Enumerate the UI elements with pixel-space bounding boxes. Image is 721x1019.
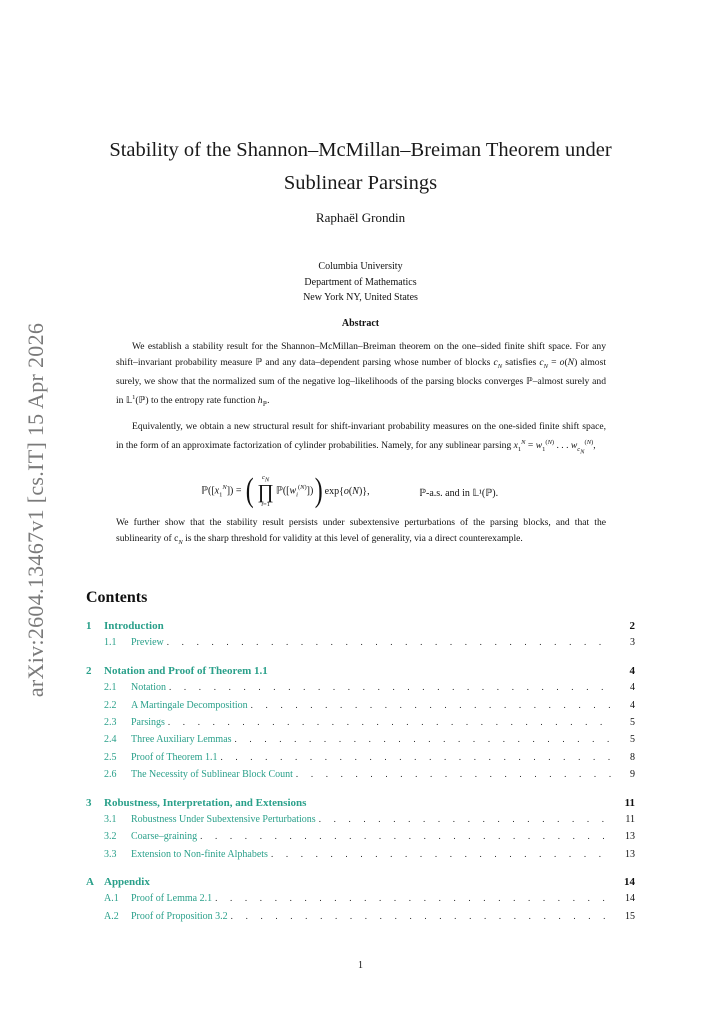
toc-label: Proof of Theorem 1.1 — [131, 752, 220, 763]
table-of-contents — [86, 620, 635, 938]
toc-page: 2 — [629, 620, 635, 632]
toc-entry-notation[interactable] — [86, 682, 635, 699]
affiliation — [0, 259, 721, 306]
toc-leader — [296, 769, 613, 779]
toc-page: 9 — [630, 769, 635, 781]
toc-leader — [200, 831, 613, 841]
toc-entry-subextensive-perturbations[interactable] — [86, 814, 635, 831]
abstract-p2-text: Equivalently, we obtain a new structural result for shift-invariant probability measures on the one-sided finite shift space, in the form of an approximate factorization of cylinder probabilities. Namely, for any sublinear parsing — [116, 421, 606, 451]
toc-entry-proof-lemma[interactable] — [86, 893, 635, 910]
toc-entry-appendix[interactable] — [86, 876, 635, 893]
toc-entry-auxiliary-lemmas[interactable] — [86, 734, 635, 751]
toc-leader — [220, 752, 613, 762]
toc-label: Appendix — [104, 876, 153, 888]
toc-num: 1.1 — [104, 637, 117, 649]
title-line-1: Stability of the Shannon–McMillan–Breiman Theorem under — [109, 139, 612, 161]
abstract-p1-text-a: We establish a stability result for the Shannon–McMillan–Breiman theorem on the one–sided finite shift space. For any shift–invariant probability measure ℙ and any data–dependent parsing whose number of blocks — [116, 341, 606, 368]
toc-leader — [169, 682, 613, 692]
toc-num: 1 — [86, 620, 92, 632]
toc-label: The Necessity of Sublinear Block Count — [131, 769, 296, 780]
toc-section-1 — [86, 620, 635, 655]
toc-leader — [215, 893, 613, 903]
toc-num: A.2 — [104, 910, 119, 922]
arxiv-identifier[interactable]: arXiv:2604.13467v1 [cs.IT] 15 Apr 2026 — [23, 322, 48, 698]
toc-page: 5 — [630, 734, 635, 746]
toc-entry-martingale-decomposition[interactable] — [86, 700, 635, 717]
toc-page: 4 — [629, 664, 635, 677]
paper-title — [0, 134, 721, 200]
author-name: Raphaël Grondin — [315, 210, 406, 225]
toc-page: 8 — [630, 751, 635, 763]
toc-num: 2.3 — [104, 716, 117, 728]
toc-label: Introduction — [104, 620, 167, 632]
title-line-2: Sublinear Parsings — [283, 172, 438, 194]
abstract-heading: Abstract — [341, 318, 380, 329]
toc-label: Coarse–graining — [131, 831, 200, 842]
abstract-p3-text-a: We further show that the stability result persists under subextensive perturbations of the parsing blocks, and that the sublinearity of c — [116, 517, 606, 544]
toc-page: 14 — [624, 876, 635, 889]
toc-entry-notation-and-proof[interactable] — [86, 665, 635, 682]
toc-page: 4 — [630, 699, 635, 711]
toc-label: A Martingale Decomposition — [131, 700, 251, 711]
toc-leader — [235, 734, 613, 744]
toc-page: 13 — [625, 848, 635, 860]
affiliation-location: New York NY, United States — [303, 292, 418, 303]
toc-section-appendix — [86, 876, 635, 928]
affiliation-university: Columbia University — [318, 261, 403, 272]
toc-num: 2.1 — [104, 682, 117, 694]
toc-num: 2.4 — [104, 734, 117, 746]
toc-label: Three Auxiliary Lemmas — [131, 734, 235, 745]
toc-page: 15 — [625, 910, 635, 922]
abstract-p1-text-b: satisfies — [502, 356, 540, 368]
affiliation-department: Department of Mathematics — [304, 276, 417, 288]
toc-section-2 — [86, 665, 635, 787]
toc-num: 3.3 — [104, 848, 117, 860]
toc-leader — [271, 849, 613, 859]
toc-page: 3 — [630, 637, 635, 649]
toc-entry-non-finite-alphabets[interactable] — [86, 849, 635, 866]
toc-num: A.1 — [104, 893, 119, 905]
toc-label: Notation and Proof of Theorem 1.1 — [104, 665, 271, 677]
toc-page: 14 — [625, 893, 635, 905]
toc-num: 3 — [86, 796, 92, 809]
page-number: 1 — [358, 960, 363, 971]
toc-entry-sublinear-block-count[interactable] — [86, 769, 635, 786]
toc-label: Robustness Under Subextensive Perturbations — [131, 814, 319, 825]
toc-leader — [167, 637, 613, 647]
toc-page: 11 — [624, 796, 635, 809]
toc-num: 2.6 — [104, 769, 117, 781]
factorization-equation: $ℙ([x_1^N])$ = ( $c_N$ ∏ i=1 $ℙ([w_i^{(N)}])$ ) exp{o(N)}, ℙ-a.s. and in 𝕃¹(ℙ). — [201, 472, 499, 510]
equation-condition: ℙ-a.s. and in 𝕃¹(ℙ). — [419, 488, 499, 499]
abstract-paragraph-3: We further show that the stability result persists under subextensive perturbations of the parsing blocks, and that the sublinearity of $c_N$ is the sharp threshold for validity at this level of generality, via a direct counterexample. — [116, 517, 606, 546]
toc-entry-parsings[interactable] — [86, 717, 635, 734]
toc-page: 5 — [630, 716, 635, 728]
toc-label: Parsings — [131, 717, 168, 728]
toc-label: Preview — [131, 637, 167, 648]
toc-num: A — [86, 876, 94, 889]
contents-heading: Contents — [86, 589, 148, 606]
toc-leader — [319, 814, 613, 824]
toc-section-3 — [86, 797, 635, 867]
toc-leader — [251, 700, 613, 710]
toc-entry-introduction[interactable] — [86, 620, 635, 637]
toc-page: 11 — [625, 813, 635, 825]
toc-num: 3.1 — [104, 813, 117, 825]
toc-page: 13 — [625, 831, 635, 843]
toc-entry-coarse-graining[interactable] — [86, 831, 635, 848]
toc-label: Robustness, Interpretation, and Extensions — [104, 797, 309, 809]
toc-label: Extension to Non-finite Alphabets — [131, 849, 271, 860]
toc-entry-proof-proposition[interactable] — [86, 911, 635, 928]
toc-num: 3.2 — [104, 831, 117, 843]
abstract-p3-text-b: is the sharp threshold for validity at this level of generality, via a direct counterexample. — [182, 532, 523, 544]
toc-label: Proof of Lemma 2.1 — [131, 893, 215, 904]
toc-label: Notation — [131, 682, 169, 693]
toc-entry-robustness[interactable] — [86, 797, 635, 814]
toc-label: Proof of Proposition 3.2 — [131, 911, 231, 922]
abstract-p1-text-d: to the entropy rate function — [148, 394, 258, 406]
toc-leader — [231, 911, 613, 921]
toc-entry-preview[interactable] — [86, 637, 635, 654]
toc-num: 2 — [86, 664, 92, 677]
abstract-p1-text-c: almost surely, we show that the normalized sum of the negative log–likelihoods of the parsing blocks converges ℙ–almost surely and in — [116, 356, 606, 406]
abstract-paragraph-1: We establish a stability result for the Shannon–McMillan–Breiman theorem on the one–sided finite shift space. For any shift–invariant probability measure ℙ and any data–dependent parsing whose number of blocks $c_N$ satisfies $c_N = o(N)$ almost surely, we show that the normalized sum of the negative log–likelihoods of the parsing blocks converges ℙ–almost surely and in 𝕃$^1$(ℙ) to the entropy rate function $h_ℙ$. — [116, 341, 606, 408]
toc-num: 2.2 — [104, 699, 117, 711]
toc-leader — [168, 717, 613, 727]
toc-entry-proof-theorem[interactable] — [86, 752, 635, 769]
toc-num: 2.5 — [104, 751, 117, 763]
arxiv-sidebar — [22, 300, 50, 720]
abstract-paragraph-2: Equivalently, we obtain a new structural result for shift-invariant probability measures on the one-sided finite shift space, in the form of an approximate factorization of cylinder probabilities. Namely, for any sublinear parsing $x_1^N = w_1^{(N)}$ . . . $w_{c_N}^{(N)}$, — [116, 421, 606, 455]
toc-page: 4 — [630, 682, 635, 694]
